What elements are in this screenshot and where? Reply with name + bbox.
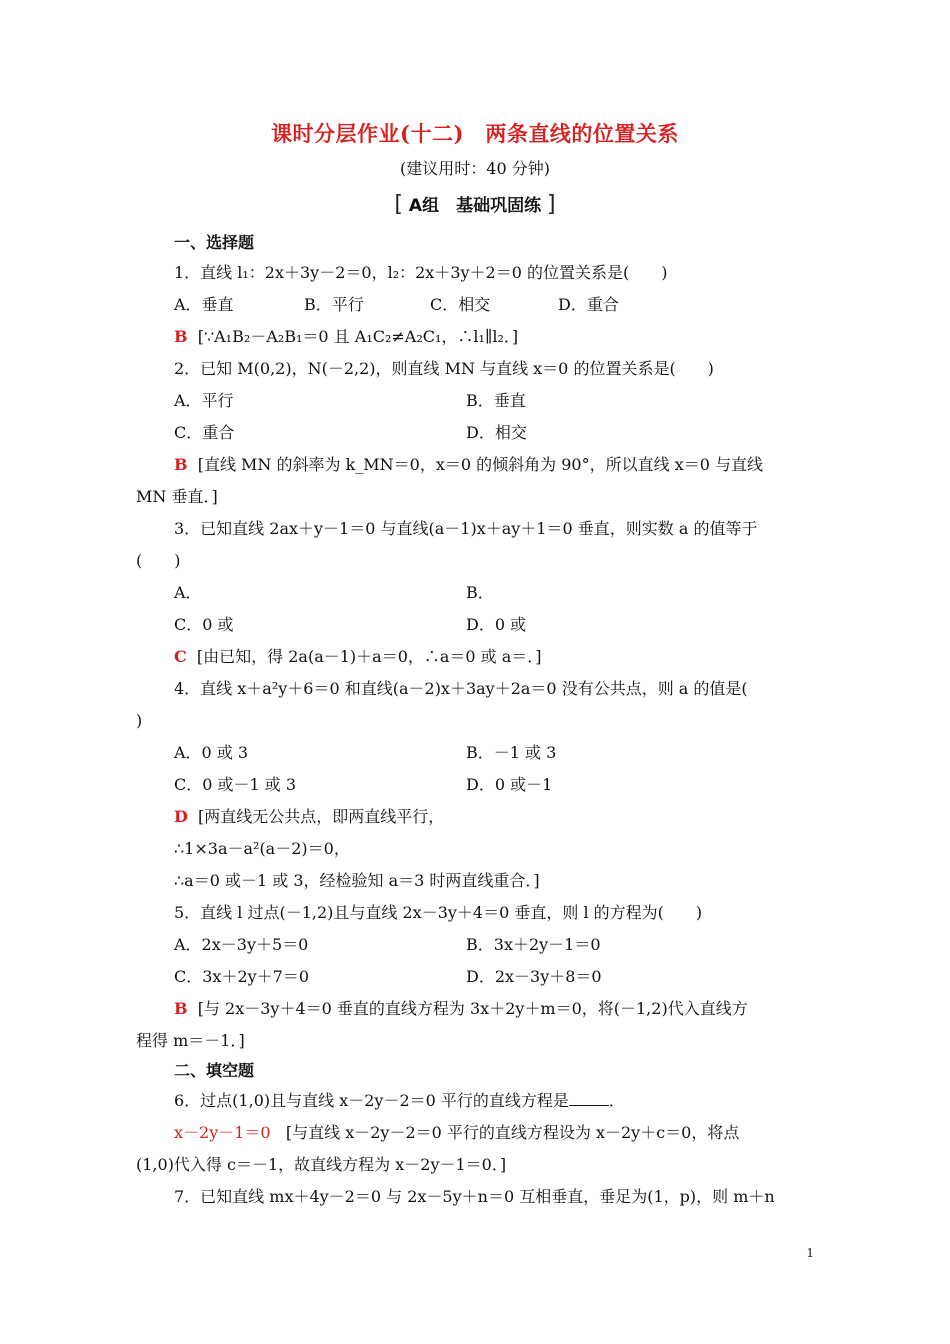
explanation: [由已知，得 2a(a－1)＋a＝0，∴a＝0 或 a＝．] bbox=[196, 647, 542, 666]
option-4c: C．0 或－1 或 3 bbox=[174, 775, 297, 794]
answer-blank bbox=[569, 1091, 609, 1106]
question-4-cont: ) bbox=[136, 711, 143, 730]
option-1c: C．相交 bbox=[430, 295, 491, 314]
answer-value: x－2y－1＝0 bbox=[174, 1123, 271, 1142]
explanation-cont: (1,0)代入得 c＝－1，故直线方程为 x－2y－1＝0．] bbox=[136, 1155, 507, 1174]
explanation-cont: ∴1×3a－a²(a－2)＝0， bbox=[174, 839, 350, 858]
explanation: [直线 MN 的斜率为 k_MN＝0，x＝0 的倾斜角为 90°，所以直线 x＝0 与直线 bbox=[197, 455, 763, 474]
section-heading-fill: 二、填空题 bbox=[174, 1061, 255, 1080]
option-4a: A．0 或 3 bbox=[174, 743, 249, 762]
option-5a: A．2x－3y＋5＝0 bbox=[174, 935, 309, 954]
explanation-cont: ∴a＝0 或－1 或 3，经检验知 a＝3 时两直线重合．] bbox=[174, 871, 540, 890]
option-2c: C．重合 bbox=[174, 423, 235, 442]
option-4b: B．－1 或 3 bbox=[466, 743, 557, 762]
question-3: 3．已知直线 2ax＋y－1＝0 与直线(a－1)x＋ay＋1＝0 垂直，则实数 a 的值等于 bbox=[174, 519, 758, 538]
explanation: [两直线无公共点，即两直线平行， bbox=[198, 807, 445, 826]
question-7: 7．已知直线 mx＋4y－2＝0 与 2x－5y＋n＝0 互相垂直，垂足为(1，p)，则 m＋n bbox=[174, 1187, 775, 1206]
question-3-cont: ( ) bbox=[136, 551, 181, 570]
page-number: 1 bbox=[806, 1246, 814, 1260]
group-heading bbox=[0, 191, 950, 217]
option-1a: A．垂直 bbox=[174, 295, 234, 314]
explanation: [∵A₁B₂－A₂B₁＝0 且 A₁C₂≠A₂C₁，∴l₁∥l₂．] bbox=[197, 327, 519, 346]
question-text: 6．过点(1,0)且与直线 x－2y－2＝0 平行的直线方程是 bbox=[174, 1091, 569, 1110]
answer-letter: D bbox=[174, 807, 188, 826]
option-2d: D．相交 bbox=[466, 423, 527, 442]
question-1: 1．直线 l₁：2x＋3y－2＝0，l₂：2x＋3y＋2＝0 的位置关系是( ) bbox=[174, 263, 668, 282]
section-heading-choice: 一、选择题 bbox=[174, 233, 255, 252]
answer-letter: C bbox=[174, 647, 187, 666]
option-2a: A．平行 bbox=[174, 391, 234, 410]
option-3a: A． bbox=[174, 583, 202, 602]
answer-2 bbox=[174, 454, 763, 476]
explanation-cont: 程得 m＝－1．] bbox=[136, 1031, 245, 1050]
option-3c: C．0 或 bbox=[174, 615, 234, 634]
answer-letter: B bbox=[174, 455, 188, 474]
option-5c: C．3x＋2y＋7＝0 bbox=[174, 967, 310, 986]
answer-letter: B bbox=[174, 327, 188, 346]
answer-letter: B bbox=[174, 999, 188, 1018]
answer-4 bbox=[174, 806, 444, 828]
question-2: 2．已知 M(0,2)，N(－2,2)，则直线 MN 与直线 x＝0 的位置关系是( ) bbox=[174, 359, 714, 378]
option-5d: D．2x－3y＋8＝0 bbox=[466, 967, 602, 986]
explanation-cont: MN 垂直．] bbox=[136, 487, 218, 506]
question-4: 4．直线 x＋a²y＋6＝0 和直线(a－2)x＋3ay＋2a＝0 没有公共点，则 a 的值是( bbox=[174, 679, 748, 698]
question-6: 6．过点(1,0)且与直线 x－2y－2＝0 平行的直线方程是 ． bbox=[174, 1091, 625, 1110]
option-1d: D．重合 bbox=[558, 295, 619, 314]
answer-3 bbox=[174, 646, 542, 668]
question-5: 5．直线 l 过点(－1,2)且与直线 2x－3y＋4＝0 垂直，则 l 的方程为( ) bbox=[174, 903, 703, 922]
answer-6 bbox=[174, 1122, 739, 1144]
answer-5 bbox=[174, 998, 748, 1020]
page-subtitle: (建议用时：40 分钟) bbox=[400, 159, 550, 178]
option-4d: D．0 或－1 bbox=[466, 775, 553, 794]
explanation: [与 2x－3y＋4＝0 垂直的直线方程为 3x＋2y＋m＝0，将(－1,2)代入直线方 bbox=[197, 999, 748, 1018]
answer-1 bbox=[174, 326, 518, 348]
option-2b: B．垂直 bbox=[466, 391, 526, 410]
left-bracket-icon: [ bbox=[394, 192, 403, 217]
right-bracket-icon: ] bbox=[547, 192, 556, 217]
page-title: 课时分层作业(十二) 两条直线的位置关系 bbox=[271, 121, 679, 146]
option-5b: B．3x＋2y－1＝0 bbox=[466, 935, 601, 954]
explanation: [与直线 x－2y－2＝0 平行的直线方程设为 x－2y＋c＝0，将点 bbox=[285, 1123, 740, 1142]
option-1b: B．平行 bbox=[304, 295, 364, 314]
option-3b: B． bbox=[466, 583, 494, 602]
option-3d: D．0 或 bbox=[466, 615, 527, 634]
group-label: A组 基础巩固练 bbox=[408, 196, 542, 216]
